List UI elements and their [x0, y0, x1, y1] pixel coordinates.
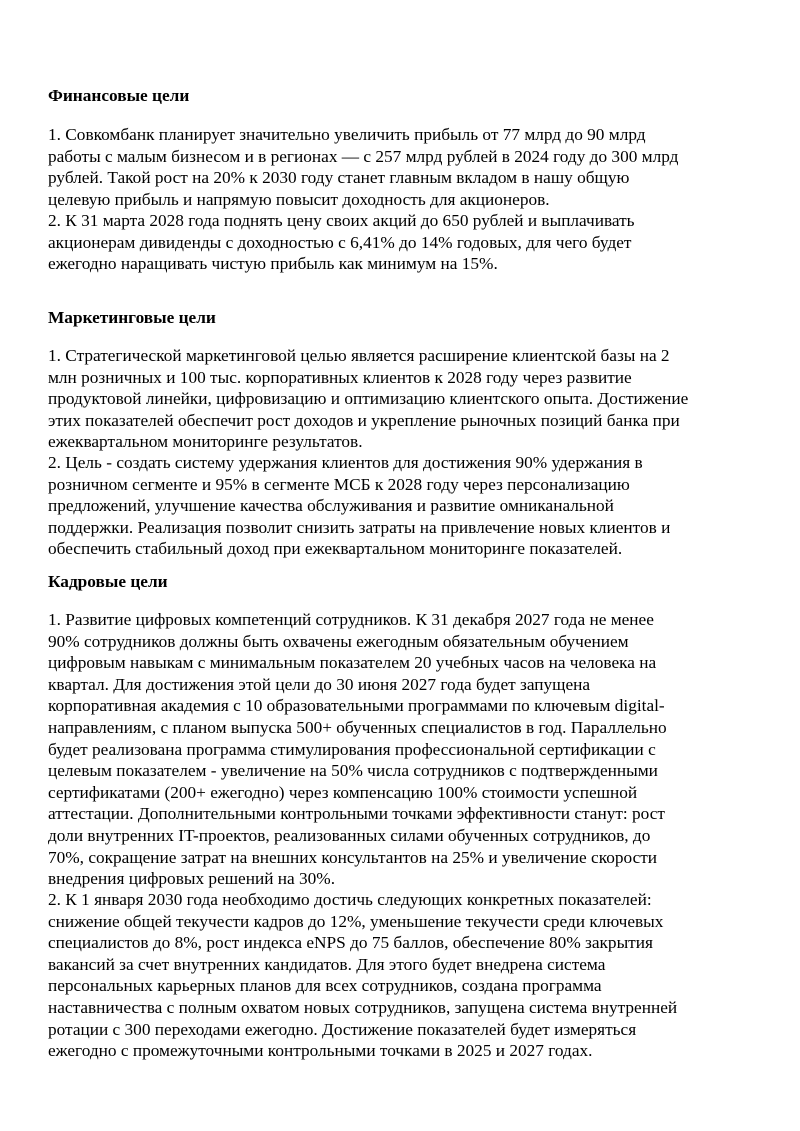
marketing-goal-1: 1. Стратегической маркетинговой целью является расширение клиентской базы на 2 млн розничных и 100 тыс. корпоративных клиентов к 2028 году через развитие продуктовой линейки, цифровизацию и оптимизацию клиентского опыта. Достижение этих показателей обеспечит рост доходов и укрепление рыночных позиций банка при ежеквартальном мониторинге результатов.	[48, 346, 689, 452]
hr-goal-1: 1. Развитие цифровых компетенций сотрудников. К 31 декабря 2027 года не менее 90% сотрудников должны быть охвачены ежегодным обязательным обучением цифровым навыкам с минимальным показателем 20 учебных часов на человека на квартал. Для достижения этой цели до 30 июня 2027 года будет запущена корпоративная академия с 10 образовательными программами по ключевым digital- направлениям, с планом выпуска 500+ обученных специалистов в год. Параллельно будет реализована программа стимулирования профессиональной сертификации с целевым показателем - увеличение на 50% числа сотрудников с подтвержденными сертификатами (200+ ежегодно) через компенсацию 100% стоимости успешной аттестации. Дополнительными контрольными точками эффективности станут: рост доли внутренних IT-проектов, реализованных силами обученных сотрудников, до 70%, сокращение затрат на внешних консультантов на 25% и увеличение скорости внедрения цифровых решений на 30%.	[48, 610, 667, 889]
marketing-goal-2: 2. Цель - создать систему удержания клиентов для достижения 90% удержания в розничном сегменте и 95% в сегменте МСБ к 2028 году через персонализацию предложений, улучшение качества обслуживания и развитие омниканальной поддержки. Реализация позволит снизить затраты на привлечение новых клиентов и обеспечить стабильный доход при ежеквартальном мониторинге показателей.	[48, 453, 671, 559]
financial-goal-2: 2. К 31 марта 2028 года поднять цену своих акций до 650 рублей и выплачивать акционерам дивиденды с доходностью с 6,41% до 14% годовых, для чего будет ежегодно наращивать чистую прибыль как минимум на 15%.	[48, 211, 635, 274]
section-title-financial: Финансовые цели	[48, 86, 190, 105]
section-title-hr: Кадровые цели	[48, 572, 168, 591]
financial-goal-1: 1. Совкомбанк планирует значительно увеличить прибыль от 77 млрд до 90 млрд работы с малым бизнесом и в регионах — с 257 млрд рублей в 2024 году до 300 млрд рублей. Такой рост на 20% к 2030 году станет главным вкладом в нашу общую целевую прибыль и напрямую повысит доходность для акционеров.	[48, 125, 679, 209]
hr-goal-2: 2. К 1 января 2030 года необходимо достичь следующих конкретных показателей: снижение общей текучести кадров до 12%, уменьшение текучести среди ключевых специалистов до 8%, рост индекса eNPS до 75 баллов, обеспечение 80% закрытия вакансий за счет внутренних кандидатов. Для этого будет внедрена система персональных карьерных планов для всех сотрудников, создана программа наставничества с полным охватом новых сотрудников, запущена система внутренней ротации с 300 переходами ежегодно. Достижение показателей будет измеряться ежегодно с промежуточными контрольными точками в 2025 и 2027 годах.	[48, 890, 678, 1061]
section-title-marketing: Маркетинговые цели	[48, 308, 216, 327]
